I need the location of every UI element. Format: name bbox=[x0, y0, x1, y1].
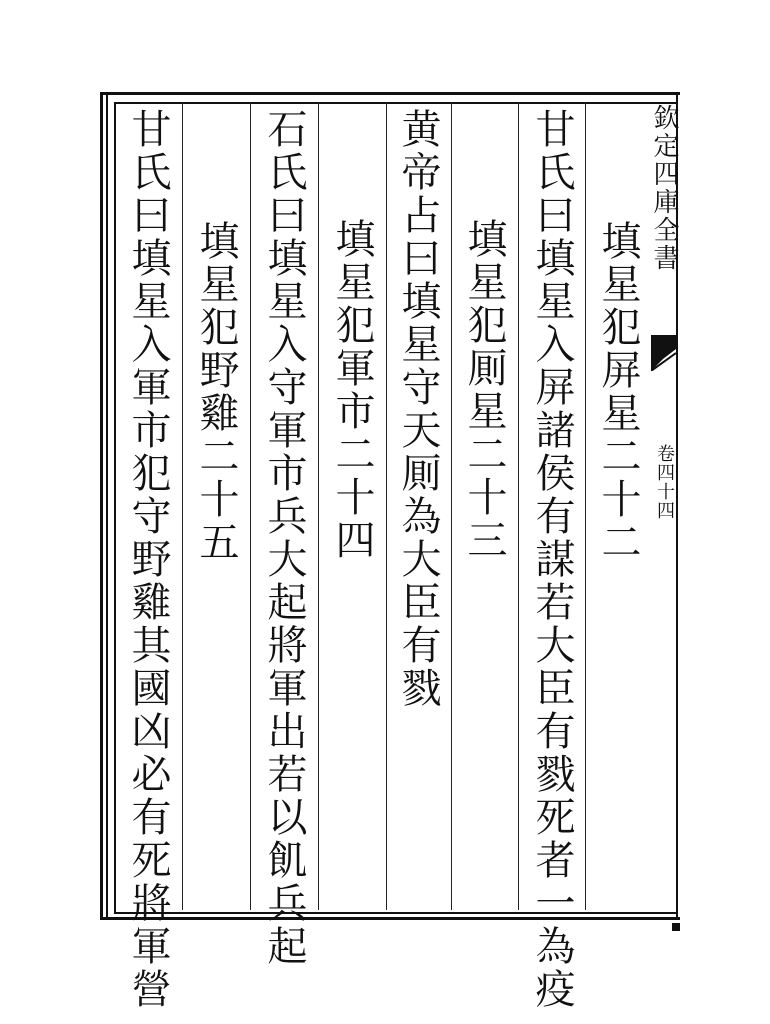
column-rule bbox=[250, 102, 251, 910]
column-rule bbox=[318, 102, 319, 910]
page-corner-mark bbox=[672, 923, 680, 931]
fishtail-mark-icon bbox=[651, 335, 676, 371]
column-heading-22: 填星犯屏星二十二 bbox=[595, 220, 641, 564]
column-text-4: 甘氏曰填星入軍市犯守野雞其國凶必有死將軍營 bbox=[125, 108, 171, 1011]
column-rule bbox=[182, 102, 183, 910]
column-heading-25: 填星犯野雞二十五 bbox=[193, 220, 239, 564]
column-heading-23: 填星犯厠星二十三 bbox=[461, 218, 507, 562]
column-rule bbox=[386, 102, 387, 910]
spine-volume-number: 卷四十四 bbox=[654, 444, 675, 520]
column-rule bbox=[451, 102, 452, 910]
column-text-1: 甘氏曰填星入屏諸侯有謀若大臣有戮死者一為疫 bbox=[529, 108, 575, 1011]
column-heading-24: 填星犯軍市二十四 bbox=[329, 218, 375, 562]
column-rule bbox=[518, 102, 519, 910]
column-rule bbox=[585, 102, 586, 910]
column-text-3: 石氏曰填星入守軍市兵大起將軍出若以飢兵起 bbox=[261, 108, 307, 968]
column-text-2: 黄帝占曰填星守天厠為大臣有戮 bbox=[395, 108, 441, 710]
spine-book-title: 欽定四庫全書 bbox=[649, 104, 679, 272]
